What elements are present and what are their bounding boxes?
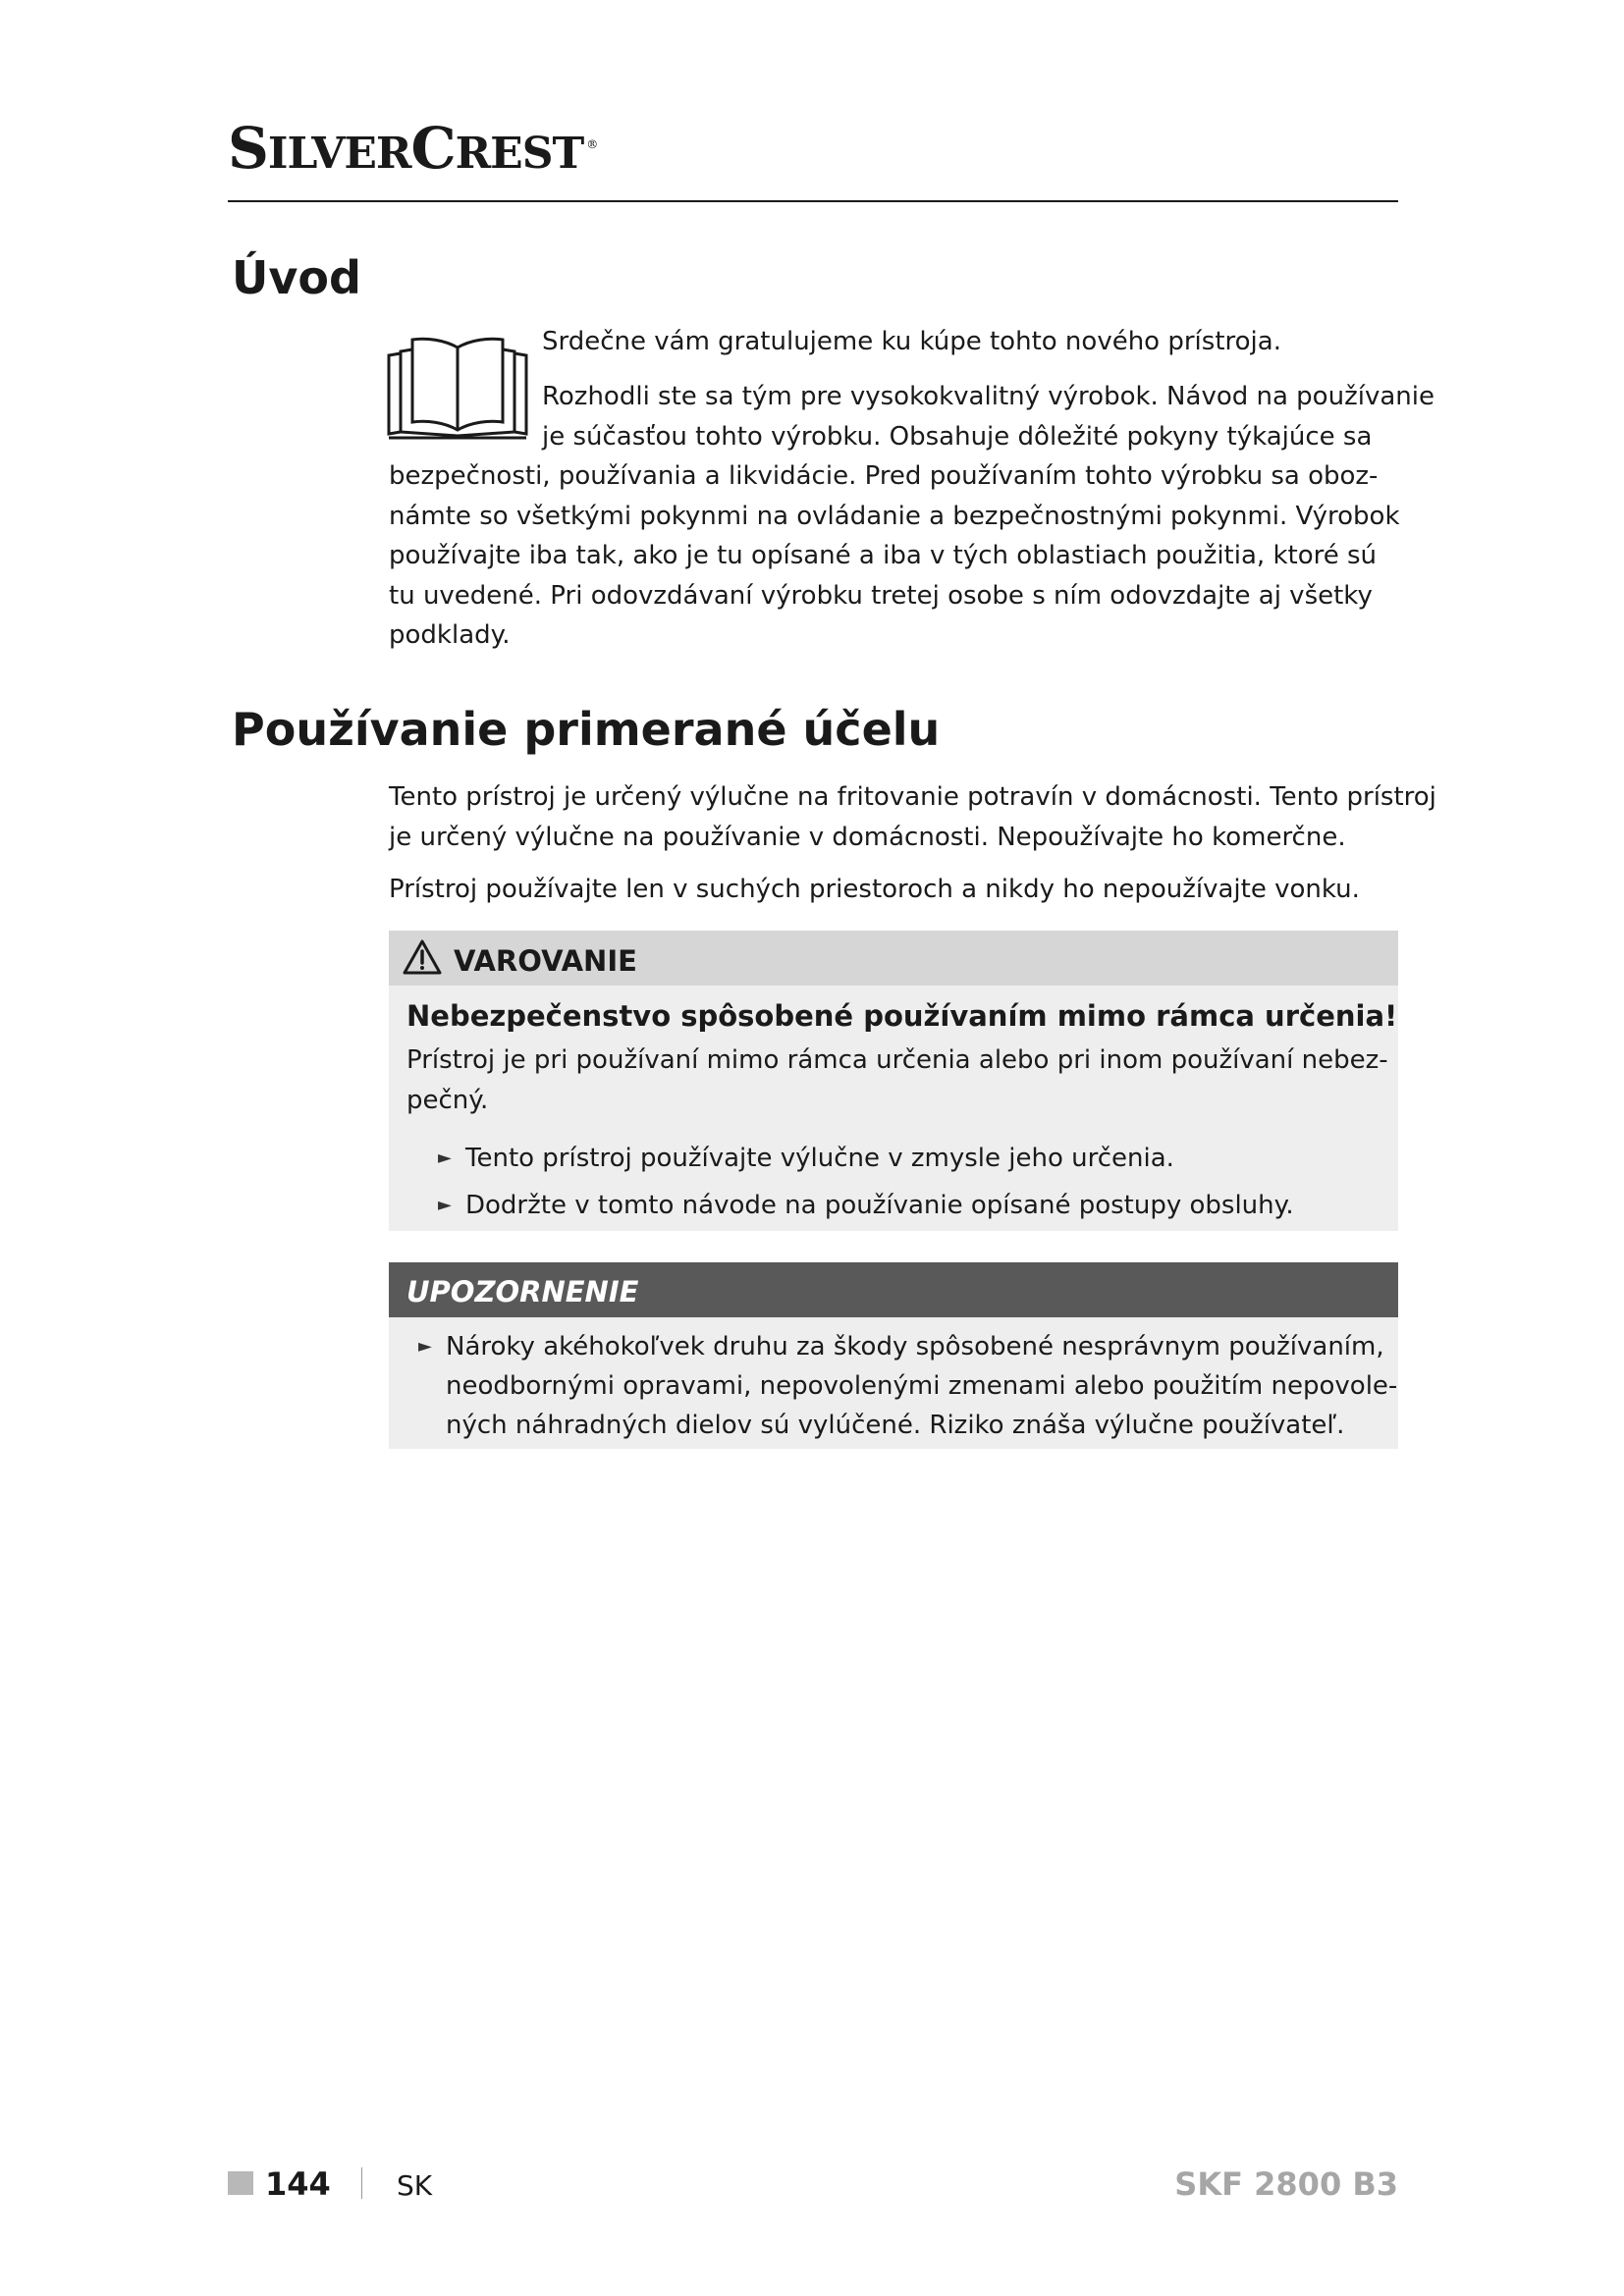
footer-square-marker (228, 2171, 253, 2195)
model-number: SKF 2800 B3 (1174, 2165, 1398, 2203)
header-divider (228, 200, 1398, 202)
footer-separator (361, 2167, 362, 2199)
registered-mark: ® (586, 136, 598, 151)
language-code: SK (397, 2169, 433, 2202)
page-number: 144 (265, 2165, 331, 2203)
bullet-arrow-icon: ► (418, 1336, 432, 1357)
brand-logo: SILVERCREST ® (228, 115, 598, 182)
intro-indented-lines: Rozhodli ste sa tým pre vysokokvalitný výrobok. Návod na používanie je súčasťou tohto výrobku. Obsahuje dôležité pokyny týkajúce sa (542, 382, 1435, 452)
intended-use-paragraph-1: Tento prístroj je určený výlučne na fritovanie potravín v domácnosti. Tento prístroj je určený výlučne na používanie v domácnosti. Nepoužívajte ho komerčne. (389, 782, 1436, 852)
warning-header (389, 931, 1398, 986)
bullet-arrow-icon: ► (438, 1195, 452, 1215)
notice-header (389, 1262, 1398, 1317)
warning-subtitle: Nebezpečenstvo spôsobené používaním mimo rámca určenia! (406, 999, 1398, 1033)
warning-box (389, 931, 1398, 1231)
warning-text: Prístroj je pri používaní mimo rámca určenia alebo pri inom používaní nebez- pečný. (406, 1045, 1388, 1115)
warning-triangle-icon (403, 938, 442, 976)
section-heading-intro: Úvod (232, 251, 361, 304)
intended-use-paragraph-2: Prístroj používajte len v suchých priestoroch a nikdy ho nepoužívajte vonku. (389, 875, 1360, 904)
intro-first-line: Srdečne vám gratulujeme ku kúpe tohto nového prístroja. (542, 327, 1281, 356)
notice-bullet: ► Nároky akéhokoľvek druhu za škody spôsobené nesprávnym používaním, neodbornými opravami, nepovolenými zmenami alebo použitím nepovole- ných náhradných dielov sú vylúčené. Riziko znáša výlučne používateľ. (446, 1327, 1397, 1445)
open-book-icon (387, 328, 528, 442)
notice-box (389, 1262, 1398, 1449)
section-heading-intended-use: Používanie primerané účelu (232, 703, 941, 756)
warning-title: VAROVANIE (454, 944, 637, 978)
intro-full-width-lines: bezpečnosti, používania a likvidácie. Pred používaním tohto výrobku sa oboz- námte so všetkými pokynmi na ovládanie a bezpečnostnými pokynmi. Výrobok používajte iba tak, ako je tu opísané a iba v tých oblastiach použitia, ktoré sú tu uvedené. Pri odovzdávaní výrobku tretej osobe s ním odovzdajte aj všetky podklady. (389, 461, 1400, 650)
warning-bullet: ► Dodržte v tomto návode na používanie opísané postupy obsluhy. (465, 1186, 1294, 1225)
notice-title: UPOZORNENIE (406, 1275, 639, 1308)
warning-bullet: ► Tento prístroj používajte výlučne v zmysle jeho určenia. (465, 1139, 1174, 1178)
bullet-arrow-icon: ► (438, 1148, 452, 1168)
